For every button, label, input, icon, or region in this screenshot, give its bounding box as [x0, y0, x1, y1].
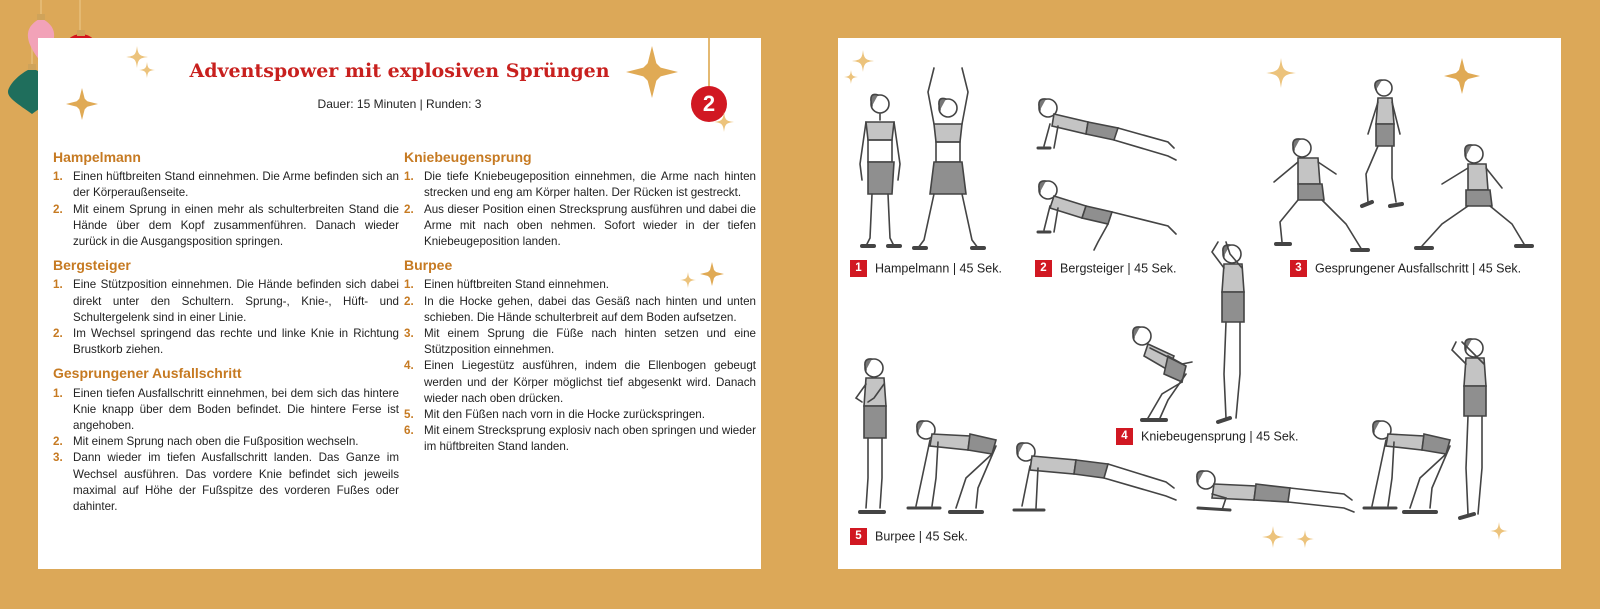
figure-burpee-squat: [908, 421, 996, 512]
step-number: 4.: [404, 359, 414, 373]
figure-lunge-2: [1416, 145, 1532, 248]
hampelmann-illustration: [848, 62, 998, 256]
step-number: 1.: [404, 170, 414, 184]
section-heading: Hampelmann: [53, 149, 141, 165]
step-number: 2.: [404, 294, 414, 308]
star-icon: [139, 62, 155, 78]
figure-standing: [860, 94, 900, 246]
step-number: 1.: [53, 278, 63, 292]
list-item: [53, 202, 399, 251]
list-item: [404, 407, 756, 423]
figure-lunge-1: [1274, 139, 1368, 250]
figure-burpee-pushup: [1197, 471, 1354, 512]
section-ausfallschritt: [53, 365, 399, 515]
list-item: [53, 326, 399, 358]
section-kniebeugensprung: [404, 149, 756, 250]
section-bergsteiger: [53, 257, 399, 358]
list-item: [404, 358, 756, 407]
caption-burpee: [850, 528, 968, 545]
star-icon: [1490, 522, 1508, 540]
burpee-illustration: [846, 328, 1506, 524]
figure-burpee-plank: [1014, 443, 1176, 510]
list-item: [53, 169, 399, 201]
step-number: 3.: [404, 327, 414, 341]
figure-plank: [1038, 99, 1176, 160]
step-number: 1.: [53, 386, 63, 400]
star-icon: [714, 112, 734, 132]
section-heading: Kniebeugensprung: [404, 149, 532, 165]
step-number: 2.: [53, 435, 63, 449]
step-number: 1.: [53, 170, 63, 184]
star-icon: [1262, 526, 1284, 548]
caption-hampelmann: [850, 260, 1002, 277]
step-number: 3.: [53, 451, 63, 465]
caption-ausfallschritt: [1290, 260, 1521, 277]
list-item: [404, 294, 756, 326]
step-number: 1.: [404, 278, 414, 292]
star-icon: [1296, 530, 1314, 548]
day-badge: 2: [691, 86, 727, 122]
figure-burpee-jump: [1452, 339, 1486, 518]
star-icon: [66, 88, 98, 120]
list-item: [404, 423, 756, 455]
step-text: Mit einem Sprung nach oben die Fußposition wechseln.: [73, 435, 359, 449]
step-number: 2.: [404, 202, 414, 216]
caption-number: 5: [850, 528, 867, 545]
figure-jumping: [914, 68, 984, 248]
step-text: Eine Stützposition einnehmen. Die Hände befinden sich dabei direkt unter den Schultern. Sprung-, Knie-, Hüft- und Schultergelenk sind in einer Linie.: [73, 278, 399, 324]
section-heading: Gesprungener Ausfallschritt: [53, 365, 242, 382]
section-heading: Bergsteiger: [53, 257, 131, 274]
list-item: [53, 450, 399, 515]
caption-label: Bergsteiger | 45 Sek.: [1060, 261, 1177, 276]
caption-number: 3: [1290, 260, 1307, 277]
instructions-column-2: [404, 142, 756, 456]
caption-number: 2: [1035, 260, 1052, 277]
ausfallschritt-illustration: [1262, 74, 1538, 258]
section-hampelmann: [53, 149, 399, 250]
step-text: Mit den Füßen nach vorn in die Hocke zurückspringen.: [424, 408, 705, 422]
caption-label: Gesprungener Ausfallschritt | 45 Sek.: [1315, 261, 1522, 276]
step-number: 2.: [53, 327, 63, 341]
instructions-page: [38, 38, 761, 569]
page-title: Adventspower mit explosiven Sprüngen: [189, 60, 610, 82]
figure-burpee-squat-2: [1364, 421, 1450, 512]
list-item: [53, 386, 399, 435]
section-heading: Burpee: [404, 257, 453, 274]
step-number: 5.: [404, 408, 414, 422]
step-text: Dann wieder im tiefen Ausfallschritt landen. Das Ganze im Wechsel ausführen. Das vordere Knie befindet sich jeweils maximal auf Höhe der Fußspitze des vorderen Fußes oder dahinter.: [73, 451, 399, 514]
star-icon: [626, 46, 678, 98]
list-item: [53, 434, 399, 450]
section-burpee: [404, 257, 756, 455]
step-text: Mit einem Sprung in einen mehr als schulterbreiten Stand die Hände über dem Kopf zusammenführen. Danach wieder zurück in die Ausgangsposition springen.: [73, 202, 399, 249]
list-item: [53, 277, 399, 326]
step-text: Einen hüftbreiten Stand einnehmen. Die Arme befinden sich an der Körperaußenseite.: [73, 170, 399, 200]
step-text: Die tiefe Kniebeugeposition einnehmen, die Arme nach hinten strecken und eng am Körper halten. Der Rücken ist gestreckt.: [424, 170, 756, 200]
bergsteiger-illustration: [1028, 94, 1188, 254]
caption-label: Hampelmann | 45 Sek.: [875, 261, 1002, 276]
caption-number: 1: [850, 260, 867, 277]
step-text: Mit einem Strecksprung explosiv nach oben springen und wieder im hüftbreiten Stand landen.: [424, 424, 756, 454]
illustrations-page: [838, 38, 1561, 569]
caption-label: Burpee | 45 Sek.: [875, 529, 968, 544]
caption-label: Kniebeugensprung | 45 Sek.: [1141, 429, 1299, 444]
page-subtitle: Dauer: 15 Minuten | Runden: 3: [317, 97, 482, 111]
step-text: Aus dieser Position einen Strecksprung ausführen und dabei die Arme mit nach oben nehmen. Sofort wieder in der tiefen Kniebeugeposition landen.: [424, 202, 756, 249]
step-text: Einen hüftbreiten Stand einnehmen.: [424, 278, 609, 292]
step-number: 6.: [404, 424, 414, 438]
figure-lunge-jump: [1362, 80, 1402, 206]
caption-number: 4: [1116, 428, 1133, 445]
step-text: In die Hocke gehen, dabei das Gesäß nach hinten und unten schieben. Die Hände schulterbreit auf dem Boden aufsetzen.: [424, 294, 756, 324]
instructions-column-1: [53, 142, 399, 515]
list-item: [404, 169, 756, 201]
step-text: Mit einem Sprung die Füße nach hinten setzen und eine Stützposition einnehmen.: [424, 327, 756, 357]
step-number: 2.: [53, 202, 63, 216]
step-text: Einen tiefen Ausfallschritt einnehmen, bei dem sich das hintere Knie knapp über dem Boden befindet. Die hintere Ferse ist angehoben.: [73, 386, 399, 433]
step-text: Im Wechsel springend das rechte und linke Knie in Richtung Brustkorb ziehen.: [73, 327, 399, 357]
list-item: [404, 202, 756, 251]
list-item: [404, 326, 756, 358]
list-item: [404, 277, 756, 293]
figure-burpee-stand: [856, 359, 886, 512]
step-text: Einen Liegestütz ausführen, indem die Ellenbogen gebeugt werden und der Körper möglichst tief abgesenkt wird. Danach wieder nach oben drücken.: [424, 359, 756, 405]
